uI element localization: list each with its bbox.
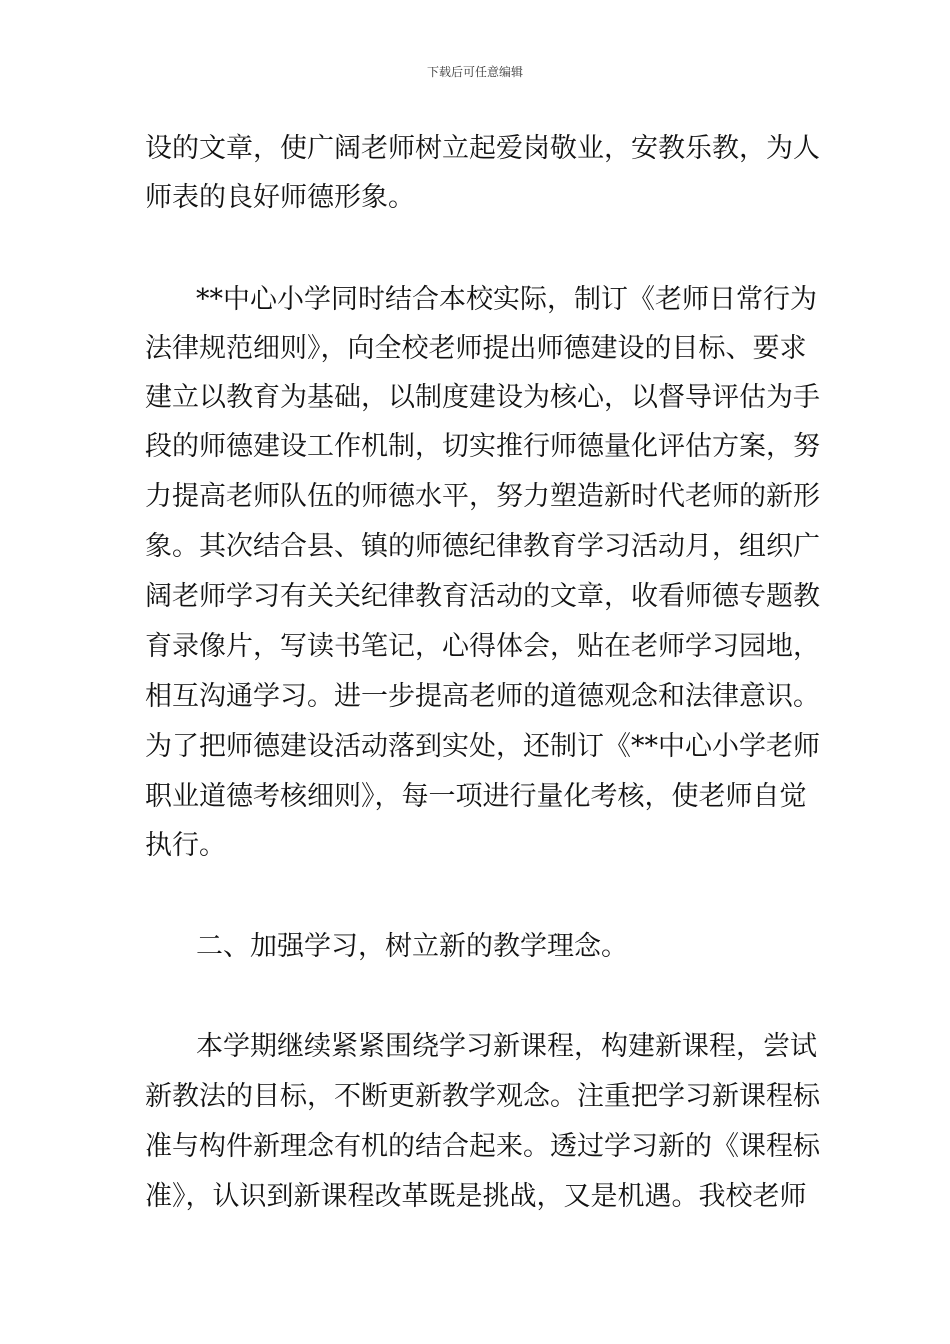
paragraph-2-line-1: **中心小学同时结合本校实际，制订《老师日常行为 bbox=[196, 284, 817, 315]
paragraph-4-line-2: 新教法的目标，不断更新教学观念。注重把学习新课程标 bbox=[145, 1081, 820, 1112]
paragraph-2-line-3: 建立以教育为基础，以制度建设为核心，以督导评估为手 bbox=[145, 382, 820, 413]
paragraph-4-line-3: 准与构件新理念有机的结合起来。透过学习新的《课程标 bbox=[145, 1131, 820, 1162]
paragraph-2-line-5: 力提高老师队伍的师德水平，努力塑造新时代老师的新形 bbox=[145, 481, 820, 512]
paragraph-2-line-2: 法律规范细则》，向全校老师提出师德建设的目标、要求 bbox=[145, 333, 807, 364]
paragraph-2-line-10: 为了把师德建设活动落到实处，还制订《**中心小学老师 bbox=[145, 731, 820, 762]
section-heading: 二、加强学习，树立新的教学理念。 bbox=[196, 931, 628, 962]
paragraph-2-line-9: 相互沟通学习。进一步提高老师的道德观念和法律意识。 bbox=[145, 681, 820, 712]
paragraph-4-line-1: 本学期继续紧紧围绕学习新课程，构建新课程，尝试 bbox=[196, 1031, 817, 1062]
paragraph-1-line-2: 师表的良好师德形象。 bbox=[145, 182, 415, 213]
paragraph-2-line-12: 执行。 bbox=[145, 830, 226, 861]
paragraph-2-line-4: 段的师德建设工作机制，切实推行师德量化评估方案，努 bbox=[145, 431, 820, 462]
paragraph-2-line-7: 阔老师学习有关关纪律教育活动的文章，收看师德专题教 bbox=[145, 581, 820, 612]
paragraph-2-line-6: 象。其次结合县、镇的师德纪律教育学习活动月，组织广 bbox=[145, 531, 820, 562]
page-header: 下载后可任意编辑 bbox=[426, 65, 523, 79]
paragraph-2-line-8: 育录像片，写读书笔记，心得体会，贴在老师学习园地， bbox=[145, 631, 820, 662]
paragraph-2-line-11: 职业道德考核细则》，每一项进行量化考核，使老师自觉 bbox=[145, 781, 807, 812]
paragraph-4-line-4: 准》，认识到新课程改革既是挑战，又是机遇。我校老师 bbox=[145, 1181, 807, 1212]
paragraph-1-line-1: 设的文章，使广阔老师树立起爱岗敬业，安教乐教，为人 bbox=[145, 133, 820, 164]
